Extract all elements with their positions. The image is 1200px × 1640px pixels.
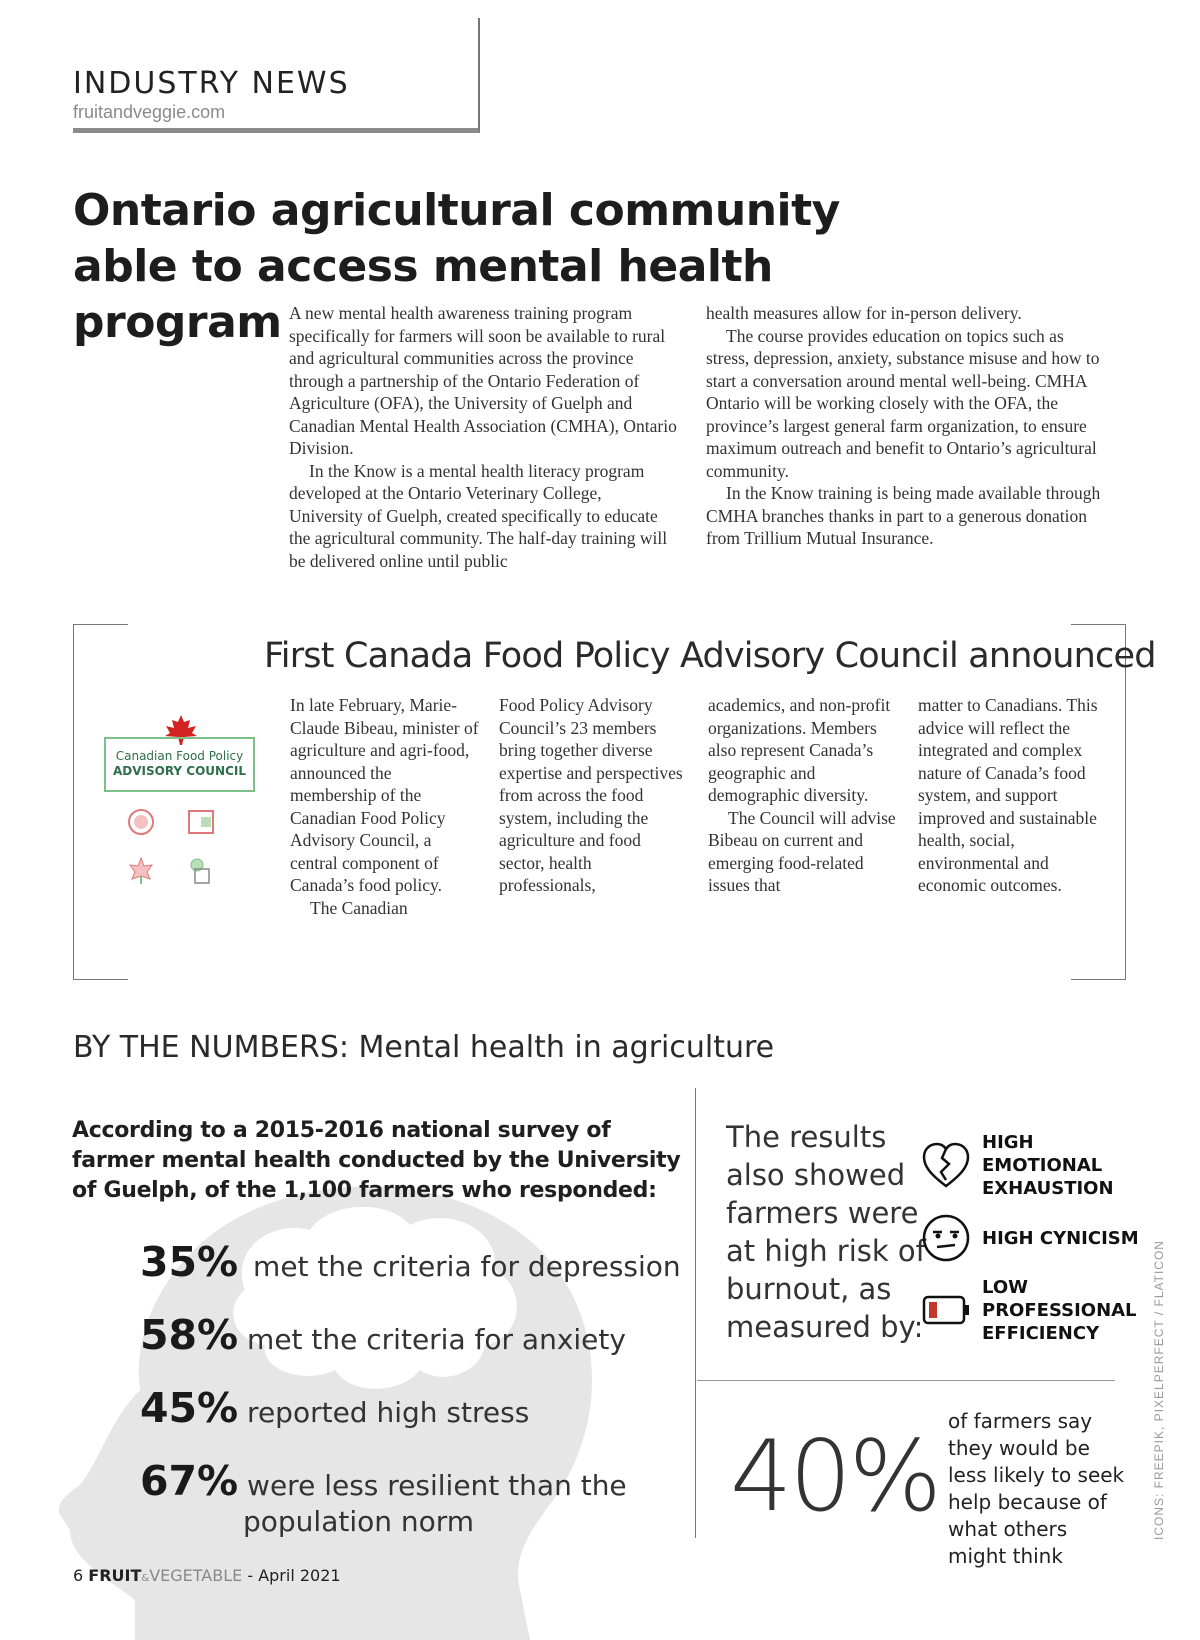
section-header <box>73 18 480 133</box>
icon-credits: ICONS: FREEPIK, PIXELPERFECT / FLATICON <box>1152 1240 1166 1540</box>
paragraph: In the Know training is being made available through CMHA branches thanks in part to a generous donation from Trillium Mutual Insurance. <box>706 483 1101 548</box>
section-title: INDUSTRY NEWS <box>73 66 350 101</box>
by-the-numbers-title: BY THE NUMBERS: Mental health in agriculture <box>73 1030 775 1065</box>
paragraph: The course provides education on topics such as stress, depression, anxiety, substance misuse and how to start a conversation around mental well-being. CMHA Ontario will be working closely with the OFA, the province’s largest general farm organization, to ensure maximum outreach and benefit to Ontario’s agricultural community. <box>706 325 1100 481</box>
stat-text: met the criteria for depression <box>253 1250 681 1283</box>
council-article-title: First Canada Food Policy Advisory Council announced <box>264 636 1156 676</box>
burnout-label-exhaustion: HIGH EMOTIONAL EXHAUSTION <box>982 1132 1114 1199</box>
stat-text: reported high stress <box>247 1396 530 1429</box>
stat-text: met the criteria for anxiety <box>247 1323 626 1356</box>
low-battery-icon <box>920 1285 972 1337</box>
section-url[interactable]: fruitandveggie.com <box>73 102 226 122</box>
building-icon <box>186 807 216 837</box>
logo-line-2: ADVISORY COUNCIL <box>112 764 246 778</box>
horizontal-divider <box>697 1380 1115 1381</box>
paragraph: health measures allow for in-person delivery. <box>706 303 1022 323</box>
paragraph: In late February, Marie-Claude Bibeau, minister of agriculture and agri-food, announced the membership of the Canadian Food Policy Advisory Council, a central component of Canada’s food policy. <box>290 695 479 895</box>
bin-icon <box>186 855 216 885</box>
paragraph: Food Policy Advisory Council’s 23 members bring together diverse expertise and perspectives from across the food system, including the agriculture and food sector, health professionals, <box>499 695 683 895</box>
paragraph: In the Know is a mental health literacy program developed at the Ontario Veterinary College, University of Guelph, created specifically to educate the agricultural community. The half-day training will be delivered online until public <box>289 460 668 571</box>
stat-value: 67% <box>140 1457 239 1505</box>
logo-line-1: Canadian Food Policy <box>115 749 244 763</box>
stat-stress <box>140 1384 529 1432</box>
food-policy-council-logo <box>104 715 257 890</box>
broken-heart-icon <box>920 1140 972 1192</box>
paragraph: matter to Canadians. This advice will reflect the integrated and complex nature of Canada’s food system, and support improved and sustainable health, social, environmental and economic outcomes. <box>918 695 1098 895</box>
logo-text-box <box>104 737 255 792</box>
council-column-3 <box>708 694 898 897</box>
big-stat-value: 40% <box>730 1420 939 1534</box>
plate-icon <box>126 807 156 837</box>
leaf-icon <box>126 855 156 885</box>
page-footer <box>73 1566 341 1585</box>
paragraph: academics, and non-profit organizations. Members also represent Canada’s geographic and demographic diversity. <box>708 695 891 805</box>
stat-anxiety <box>140 1311 626 1359</box>
article-column-2 <box>706 302 1106 550</box>
council-column-2 <box>499 694 689 897</box>
stat-resilience <box>140 1457 627 1505</box>
stat-text: were less resilient than the <box>247 1469 627 1502</box>
stat-depression <box>140 1238 681 1286</box>
stat-value: 58% <box>140 1311 239 1359</box>
cynical-face-icon <box>920 1212 972 1264</box>
issue-date: - April 2021 <box>242 1566 341 1585</box>
council-column-1 <box>290 694 480 919</box>
article-column-1 <box>289 302 679 572</box>
brand-fruit: FRUIT <box>88 1566 142 1585</box>
paragraph: The Canadian <box>310 897 408 918</box>
burnout-label-cynicism: HIGH CYNICISM <box>982 1228 1139 1249</box>
stat-resilience-line2: population norm <box>243 1505 475 1538</box>
burnout-results-text: The results also showed farmers were at high risk of burnout, as measured by: <box>726 1120 926 1344</box>
survey-intro: According to a 2015-2016 national survey of farmer mental health conducted by the University of Guelph, of the 1,100 farmers who responded: <box>72 1118 681 1203</box>
stat-value: 45% <box>140 1384 239 1432</box>
brand-ampersand: & <box>141 1573 150 1584</box>
stat-value: 35% <box>140 1238 239 1286</box>
paragraph: A new mental health awareness training program specifically for farmers will soon be available to rural and agricultural communities across the province through a partnership of the Ontario Federation of Agriculture (OFA), the University of Guelph and Canadian Mental Health Association (CMHA), Ontario Division. <box>289 303 677 458</box>
vertical-divider <box>695 1088 696 1538</box>
burnout-label-efficiency: LOW PROFESSIONAL EFFICIENCY <box>982 1277 1137 1344</box>
paragraph: The Council will advise Bibeau on current and emerging food-related issues that <box>708 807 896 895</box>
council-column-4 <box>918 694 1103 897</box>
brand-vegetable: VEGETABLE <box>149 1566 243 1585</box>
page-number: 6 <box>73 1566 84 1585</box>
article-headline: Ontario agricultural community able to access mental health program <box>73 185 840 348</box>
big-stat-text: of farmers say they would be less likely to seek help because of what others might think <box>948 1409 1125 1568</box>
